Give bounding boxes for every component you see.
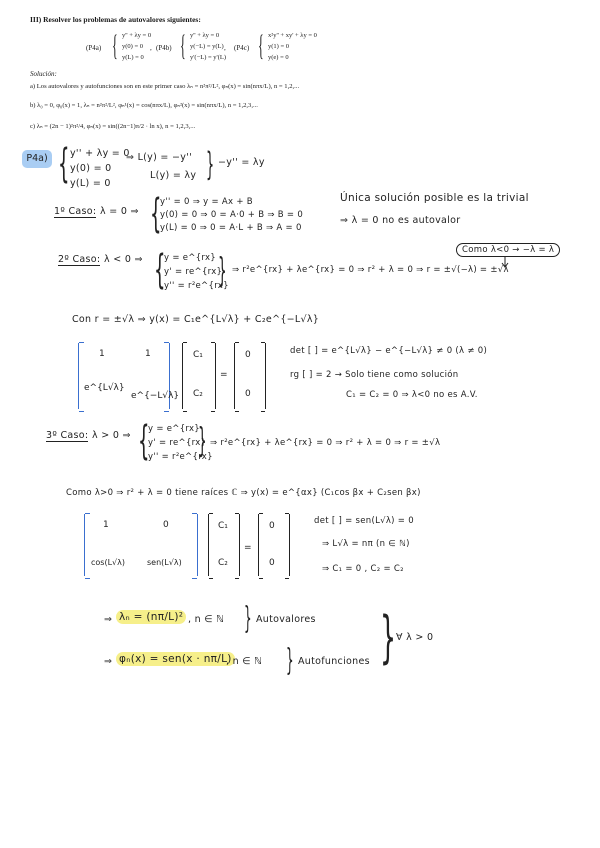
case2-boxed-note: Como λ<0 → −λ = λ: [456, 243, 560, 257]
result-condition: ∀ λ > 0: [396, 632, 434, 643]
eigenvalues-label: Autovalores: [256, 614, 316, 625]
case2-line-3: y'' = r²e^{rx}: [164, 281, 229, 291]
case3-line-1: y = e^{rx}: [148, 424, 201, 434]
case1-line-2: y(0) = 0 ⇒ 0 = A·0 + B ⇒ B = 0: [160, 210, 304, 220]
case2-line-2: y' = re^{rx}: [164, 267, 223, 277]
case2-determinant: det [ ] = e^{L√λ} − e^{−L√λ} ≠ 0 (λ ≠ 0): [290, 346, 488, 356]
case2-coef-vector: C₁ C₂: [182, 343, 216, 409]
case1-brace: {: [150, 191, 162, 237]
solution-a: a) Los autovalores y autofunciones son en este primer caso λₙ = n²π²/L², φₙ(x) = sin(nπx/L), n = 1,2,...: [30, 83, 300, 90]
result-big-brace: }: [380, 605, 397, 670]
eigenfunctions-brace: }: [286, 643, 294, 678]
case1-remark: Única solución posible es la trivial: [340, 192, 529, 204]
left-brace: {: [58, 141, 70, 187]
case2-rank: rg [ ] = 2 → Solo tiene como solución: [290, 370, 459, 380]
case3-general-solution: Como λ>0 ⇒ r² + λ = 0 tiene raíces ℂ ⇒ y(x) = e^{αx} (C₁cos βx + C₂sen βx): [66, 488, 421, 498]
case3-zero-vector: 0 0: [258, 514, 290, 576]
problem-eq-1: y'' + λy = 0: [70, 148, 130, 159]
case2-characteristic: ⇒ r²e^{rx} + λe^{rx} = 0 ⇒ r² + λ = 0 ⇒ r = ±√(−λ) = ±√λ: [232, 265, 509, 275]
printed-problem-statement: III) Resolver los problemas de autovalores siguientes: (P4a) { y'' + λy = 0 y(0) = 0 y(L) = 0 , (P4b) { y'' + λy = 0 y(−L) = y(L) y'(−L) = y'(L) , (P4c) { x²y'' + xy' + λy = 0 y(1) = 0 y(e) = 0 Solución: a) Los autovalores y autofunciones son en este primer caso λₙ = n²π²/L², φₙ(x) = sin(nπx/L), n = 1,2,... b) λ₀ = 0, φ₀(x) = 1, λₙ = n²π²/L², φₙ¹(x) = cos(nπx/L), φₙ²(x) = sin(nπx/L), n = 1,2,3,... c) λₙ = (2n − 1)²π²/4, φₙ(x) = sin((2n−1)π/2 · ln x), n = 1,2,3,...: [0, 0, 600, 140]
eigenvalues-condition: , n ∈ ℕ: [188, 614, 225, 625]
case2-general-solution: Con r = ±√λ ⇒ y(x) = C₁e^{L√λ} + C₂e^{−L√λ}: [72, 314, 320, 325]
case3-line-2: y' = re^{rx}: [148, 438, 207, 448]
eigenvalues-brace: }: [244, 601, 252, 636]
case1-conclusion: ⇒ λ = 0 no es autovalor: [340, 215, 461, 226]
case1-title: 1º Caso:: [54, 206, 97, 217]
operator-equation: −y'' = λy: [218, 157, 265, 168]
eigenvalues-formula: λₙ = (nπ/L)²: [116, 610, 186, 624]
case3-right-brace: }: [198, 421, 207, 461]
case3-condition: λ > 0 ⇒: [92, 430, 131, 441]
system-p4b: { y'' + λy = 0 y(−L) = y(L) y'(−L) = y'(L): [180, 29, 227, 62]
solution-title: Solución:: [30, 70, 57, 78]
eigenfunctions-formula: φₙ(x) = sen(x · nπ/L): [116, 652, 235, 666]
system-p4c: { x²y'' + xy' + λy = 0 y(1) = 0 y(e) = 0: [258, 29, 317, 62]
problem-eq-3: y(L) = 0: [70, 178, 111, 189]
case1-line-1: y'' = 0 ⇒ y = Ax + B: [160, 197, 253, 207]
case2-matrix: 1 1 e^{L√λ} e^{−L√λ}: [78, 343, 170, 409]
eigenfunctions-condition: , n ∈ ℕ: [226, 656, 263, 667]
system-label-p4a: (P4a): [86, 44, 102, 52]
operator-def: ⇒ L(y) = −y'': [126, 152, 193, 163]
case3-title: 3º Caso:: [46, 430, 89, 441]
case1-condition: λ = 0 ⇒: [100, 206, 139, 217]
problem-heading: III) Resolver los problemas de autovalores siguientes:: [30, 15, 201, 24]
case3-matrix: 1 0 cos(L√λ) sen(L√λ): [84, 514, 198, 576]
case3-step-2: ⇒ L√λ = nπ (n ∈ ℕ): [322, 539, 410, 549]
case1-line-3: y(L) = 0 ⇒ 0 = A·L + B ⇒ A = 0: [160, 223, 302, 233]
case2-equals: =: [220, 370, 228, 380]
case2-brace: {: [154, 247, 166, 293]
result-arrow-1: ⇒: [104, 614, 113, 625]
case3-line-3: y'' = r²e^{rx}: [148, 452, 213, 462]
eigenfunctions-label: Autofunciones: [298, 656, 370, 667]
system-label-p4b: (P4b): [156, 44, 172, 52]
solution-c: c) λₙ = (2n − 1)²π²/4, φₙ(x) = sin((2n−1)π/2 · ln x), n = 1,2,3,...: [30, 123, 196, 130]
case3-coef-vector: C₁ C₂: [208, 514, 240, 576]
case2-line-1: y = e^{rx}: [164, 253, 217, 263]
case2-condition: λ < 0 ⇒: [104, 254, 143, 265]
problem-eq-2: y(0) = 0: [70, 163, 112, 174]
system-p4a: { y'' + λy = 0 y(0) = 0 y(L) = 0: [112, 29, 152, 62]
case2-conclusion: C₁ = C₂ = 0 ⇒ λ<0 no es A.V.: [346, 390, 478, 400]
right-brace: }: [206, 145, 215, 183]
operator-eigen: L(y) = λy: [150, 170, 197, 181]
case3-characteristic: ⇒ r²e^{rx} + λe^{rx} = 0 ⇒ r² + λ = 0 ⇒ r = ±√λ: [210, 438, 441, 448]
case2-right-brace: }: [218, 251, 227, 291]
result-arrow-2: ⇒: [104, 656, 113, 667]
problem-tag: P4a): [22, 150, 52, 168]
case2-title: 2º Caso:: [58, 254, 101, 265]
case3-determinant: det [ ] = sen(L√λ) = 0: [314, 516, 414, 526]
case3-brace: {: [138, 418, 150, 464]
solution-b: b) λ₀ = 0, φ₀(x) = 1, λₙ = n²π²/L², φₙ¹(x) = cos(nπx/L), φₙ²(x) = sin(nπx/L), n = 1,2,3,...: [30, 102, 258, 109]
case3-step-3: ⇒ C₁ = 0 , C₂ = C₂: [322, 564, 404, 574]
system-label-p4c: (P4c): [234, 44, 250, 52]
case3-equals: =: [244, 543, 252, 553]
case2-zero-vector: 0 0: [234, 343, 266, 409]
